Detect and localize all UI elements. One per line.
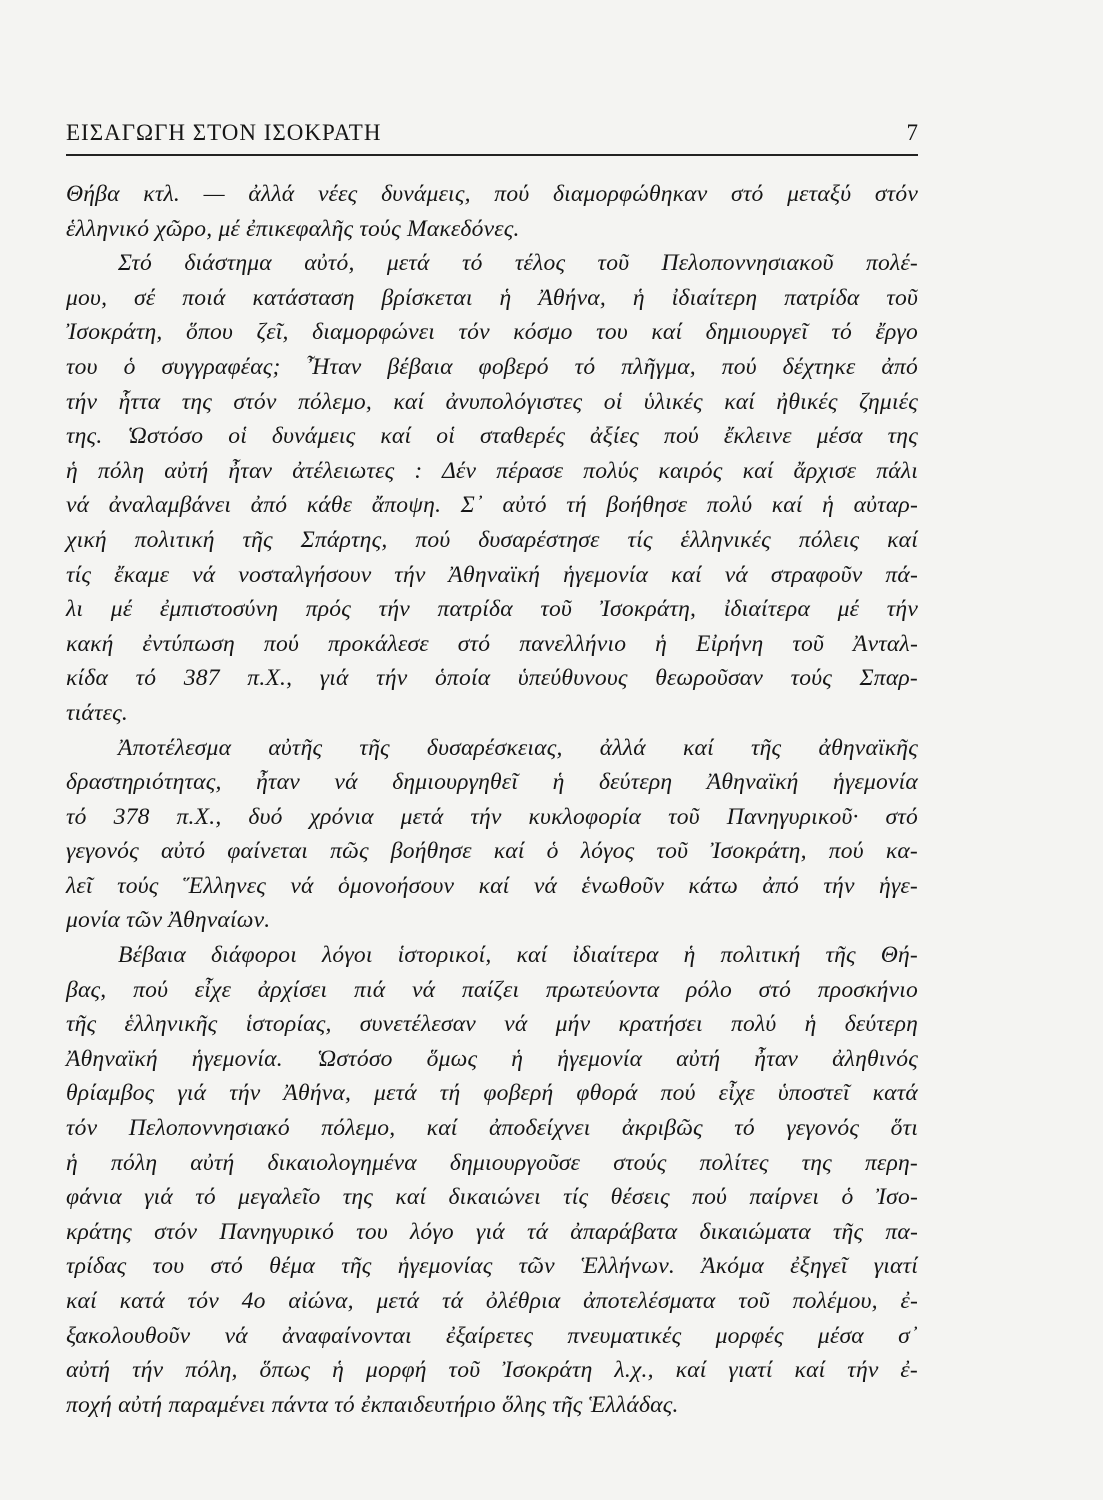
text-line: Ἰσοκράτη, ὅπου ζεῖ, διαμορφώνει τόν κόσμο του καί δημιουργεῖ τό ἔργο (66, 319, 918, 346)
text-line: δραστηριότητας, ἦταν νά δημιουργηθεῖ ἡ δεύτερη Ἀθηναϊκή ἡγεμονία (66, 769, 918, 796)
paragraph (66, 938, 918, 1422)
text-line: λι μέ ἐμπιστοσύνη πρός τήν πατρίδα τοῦ Ἰσοκράτη, ἰδιαίτερα μέ τήν (66, 596, 918, 623)
paragraph (66, 246, 918, 730)
text-line: μονία τῶν Ἀθηναίων. (66, 907, 271, 934)
body-text (66, 177, 918, 1422)
text-line: ξακολουθοῦν νά ἀναφαίνονται ἐξαίρετες πνευματικές μορφές μέσα σ᾽ (66, 1322, 918, 1349)
page-number: 7 (906, 120, 918, 145)
text-line: της. Ὡστόσο οἱ δυνάμεις καί οἱ σταθερές ἀξίες πού ἔκλεινε μέσα της (66, 423, 918, 450)
text-line: Θήβα κτλ. — ἀλλά νέες δυνάμεις, πού διαμορφώθηκαν στό μεταξύ στόν (66, 181, 918, 207)
text-line: τήν ἧττα της στόν πόλεμο, καί ἀνυπολόγιστες οἱ ὑλικές καί ἠθικές ζημιές (66, 388, 918, 415)
text-line: φάνια γιά τό μεγαλεῖο της καί δικαιώνει τίς θέσεις πού παίρνει ὁ Ἰσο- (66, 1184, 918, 1211)
text-line: λεῖ τούς Ἕλληνες νά ὁμονοήσουν καί νά ἑνωθοῦν κάτω ἀπό τήν ἡγε- (66, 872, 918, 899)
text-line: κράτης στόν Πανηγυρικό του λόγο γιά τά ἀπαράβατα δικαιώματα τῆς πα- (66, 1218, 918, 1245)
text-line: αὐτή τήν πόλη, ὅπως ἡ μορφή τοῦ Ἰσοκράτη λ.χ., καί γιατί καί τήν ἐ- (66, 1357, 918, 1384)
text-line: τόν Πελοποννησιακό πόλεμο, καί ἀποδείχνει ἀκριβῶς τό γεγονός ὅτι (66, 1115, 918, 1142)
text-line: βας, πού εἶχε ἀρχίσει πιά νά παίζει πρωτεύοντα ρόλο στό προσκήνιο (66, 976, 918, 1003)
text-line: γεγονός αὐτό φαίνεται πῶς βοήθησε καί ὁ λόγος τοῦ Ἰσοκράτη, πού κα- (66, 838, 918, 865)
text-line: του ὁ συγγραφέας; Ἦταν βέβαια φοβερό τό πλῆγμα, πού δέχτηκε ἀπό (66, 353, 918, 380)
text-line: θρίαμβος γιά τήν Ἀθήνα, μετά τή φοβερή φθορά πού εἶχε ὑποστεῖ κατά (66, 1080, 918, 1107)
text-line: ποχή αὐτή παραμένει πάντα τό ἐκπαιδευτήριο ὅλης τῆς Ἑλλάδας. (66, 1391, 679, 1418)
text-line: ἡ πόλη αὐτή ἦταν ἀτέλειωτες : Δέν πέρασε πολύς καιρός καί ἄρχισε πάλι (66, 457, 918, 484)
text-line: ἑλληνικό χῶρο, μέ ἐπικεφαλῆς τούς Μακεδόνες. (66, 215, 520, 242)
text-line: Ἀποτέλεσμα αὐτῆς τῆς δυσαρέσκειας, ἀλλά καί τῆς ἀθηναϊκῆς (118, 734, 918, 761)
page-header (66, 118, 918, 156)
text-line: τιάτες. (66, 699, 128, 726)
text-line: τό 378 π.Χ., δυό χρόνια μετά τήν κυκλοφορία τοῦ Πανηγυρικοῦ· στό (66, 803, 918, 830)
text-line: νά ἀναλαμβάνει ἀπό κάθε ἄποψη. Σ᾽ αὐτό τή βοήθησε πολύ καί ἡ αὐταρ- (66, 492, 918, 519)
text-line: καί κατά τόν 4ο αἰώνα, μετά τά ὀλέθρια ἀποτελέσματα τοῦ πολέμου, ἐ- (66, 1288, 918, 1314)
text-line: Ἀθηναϊκή ἡγεμονία. Ὡστόσο ὅμως ἡ ἡγεμονία αὐτή ἦταν ἀληθινός (66, 1045, 918, 1072)
text-line: τρίδας του στό θέμα τῆς ἡγεμονίας τῶν Ἑλλήνων. Ἀκόμα ἐξηγεῖ γιατί (66, 1253, 918, 1280)
paragraph (66, 731, 918, 939)
text-line: Στό διάστημα αὐτό, μετά τό τέλος τοῦ Πελοποννησιακοῦ πολέ- (118, 250, 918, 277)
paragraph (66, 177, 918, 246)
text-line: κακή ἐντύπωση πού προκάλεσε στό πανελλήνιο ἡ Εἰρήνη τοῦ Ἀνταλ- (66, 630, 918, 657)
text-line: Βέβαια διάφοροι λόγοι ἱστορικοί, καί ἰδιαίτερα ἡ πολιτική τῆς Θή- (118, 942, 918, 969)
running-head: ΕΙΣΑΓΩΓΗ ΣΤΟΝ ΙΣΟΚΡΑΤΗ (66, 120, 382, 145)
text-line: κίδα τό 387 π.Χ., γιά τήν ὁποία ὑπεύθυνους θεωροῦσαν τούς Σπαρ- (66, 665, 918, 692)
text-line: τίς ἔκαμε νά νοσταλγήσουν τήν Ἀθηναϊκή ἡγεμονία καί νά στραφοῦν πά- (66, 561, 918, 588)
text-line: ἡ πόλη αὐτή δικαιολογημένα δημιουργοῦσε στούς πολίτες της περη- (66, 1149, 918, 1176)
text-line: μου, σέ ποιά κατάσταση βρίσκεται ἡ Ἀθήνα, ἡ ἰδιαίτερη πατρίδα τοῦ (66, 284, 918, 311)
text-line: τῆς ἑλληνικῆς ἱστορίας, συνετέλεσαν νά μήν κρατήσει πολύ ἡ δεύτερη (66, 1011, 918, 1038)
text-line: χική πολιτική τῆς Σπάρτης, πού δυσαρέστησε τίς ἑλληνικές πόλεις καί (66, 526, 918, 553)
